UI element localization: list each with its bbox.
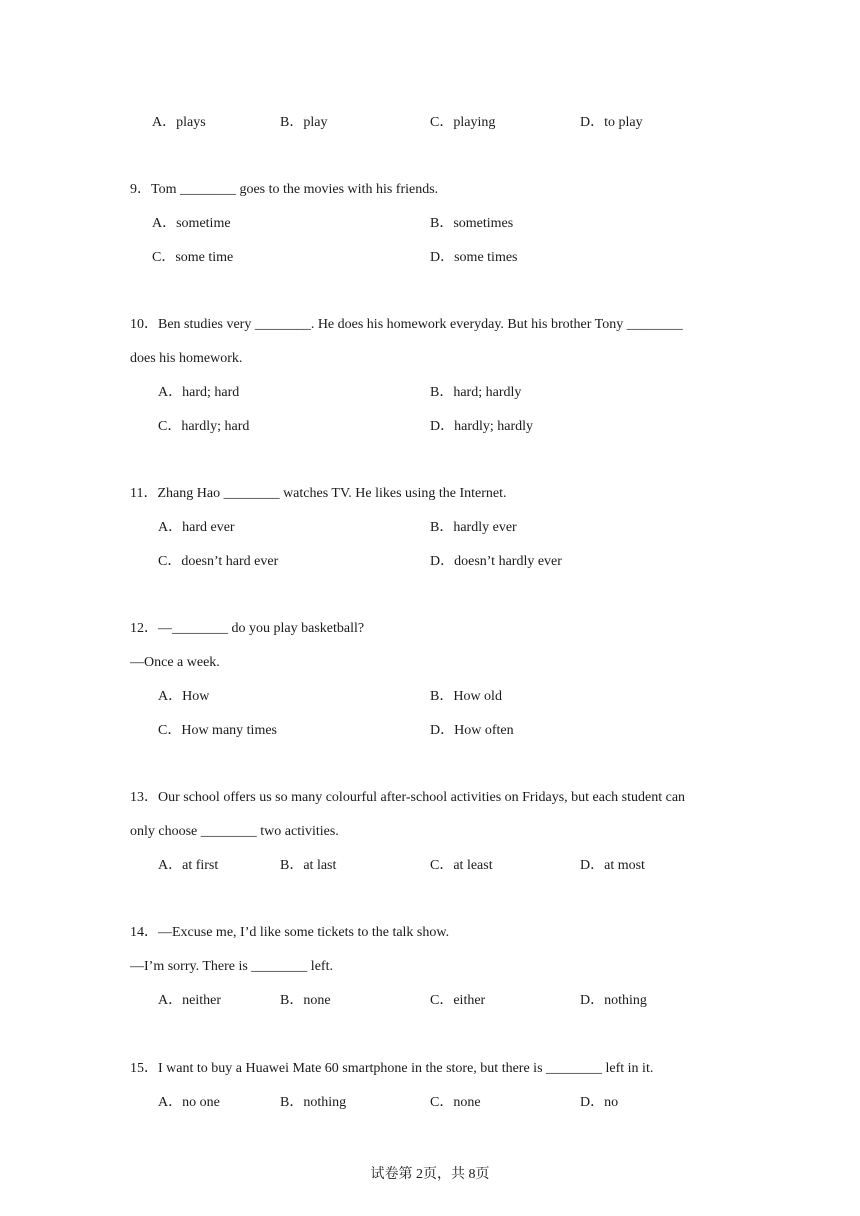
option-c: C．playing xyxy=(430,115,496,130)
option-d: D．at most xyxy=(580,858,645,873)
question-stem-line-2: —I’m sorry. There is ________ left. xyxy=(130,959,333,974)
option-c: C．at least xyxy=(430,858,493,873)
option-b: B．hardly ever xyxy=(430,520,517,535)
option-d: D．nothing xyxy=(580,993,647,1008)
option-b: B．nothing xyxy=(280,1095,347,1110)
option-c: C．none xyxy=(430,1095,481,1110)
option-c: C．How many times xyxy=(158,723,277,738)
option-c: C．either xyxy=(430,993,486,1008)
question-stem: 15．I want to buy a Huawei Mate 60 smartphone in the store, but there is ________ left in it. xyxy=(130,1061,654,1076)
option-b: B．How old xyxy=(430,689,502,704)
question-stem-line-1: 13．Our school offers us so many colourful after-school activities on Fridays, but each student can xyxy=(130,790,686,805)
option-a: A．at first xyxy=(158,858,219,873)
option-d: D．doesn’t hardly ever xyxy=(430,554,562,569)
option-a: A．neither xyxy=(158,993,221,1008)
page-footer: 试卷第 2页，共 8页 xyxy=(370,1167,490,1182)
option-a: A．hard ever xyxy=(158,520,235,535)
option-b: B．play xyxy=(280,115,328,130)
option-a: A．sometime xyxy=(152,216,231,231)
question-stem-line-1: 12．—________ do you play basketball? xyxy=(130,621,365,636)
question-stem-line-1: 10．Ben studies very ________. He does his homework everyday. But his brother Tony ________ xyxy=(130,317,683,332)
question-stem-line-1: 14．—Excuse me, I’d like some tickets to the talk show. xyxy=(130,925,450,940)
option-b: B．none xyxy=(280,993,331,1008)
option-d: D．How often xyxy=(430,723,514,738)
option-a: A．no one xyxy=(158,1095,220,1110)
option-d: D．some times xyxy=(430,250,518,265)
option-d: D．hardly; hardly xyxy=(430,419,534,434)
question-stem-line-2: only choose ________ two activities. xyxy=(130,824,339,839)
option-b: B．at last xyxy=(280,858,337,873)
question-stem-line-2: —Once a week. xyxy=(130,655,220,670)
option-b: B．sometimes xyxy=(430,216,514,231)
question-stem-line-2: does his homework. xyxy=(130,351,243,366)
option-a: A．hard; hard xyxy=(158,385,240,400)
option-c: C．hardly; hard xyxy=(158,419,250,434)
option-d: D．no xyxy=(580,1095,619,1110)
option-d: D．to play xyxy=(580,115,643,130)
option-a: A．plays xyxy=(152,115,206,130)
question-stem: 11．Zhang Hao ________ watches TV. He likes using the Internet. xyxy=(130,486,507,501)
option-a: A．How xyxy=(158,689,210,704)
option-c: C．doesn’t hard ever xyxy=(158,554,279,569)
option-b: B．hard; hardly xyxy=(430,385,522,400)
option-c: C．some time xyxy=(152,250,234,265)
question-stem: 9．Tom ________ goes to the movies with his friends. xyxy=(130,182,439,197)
